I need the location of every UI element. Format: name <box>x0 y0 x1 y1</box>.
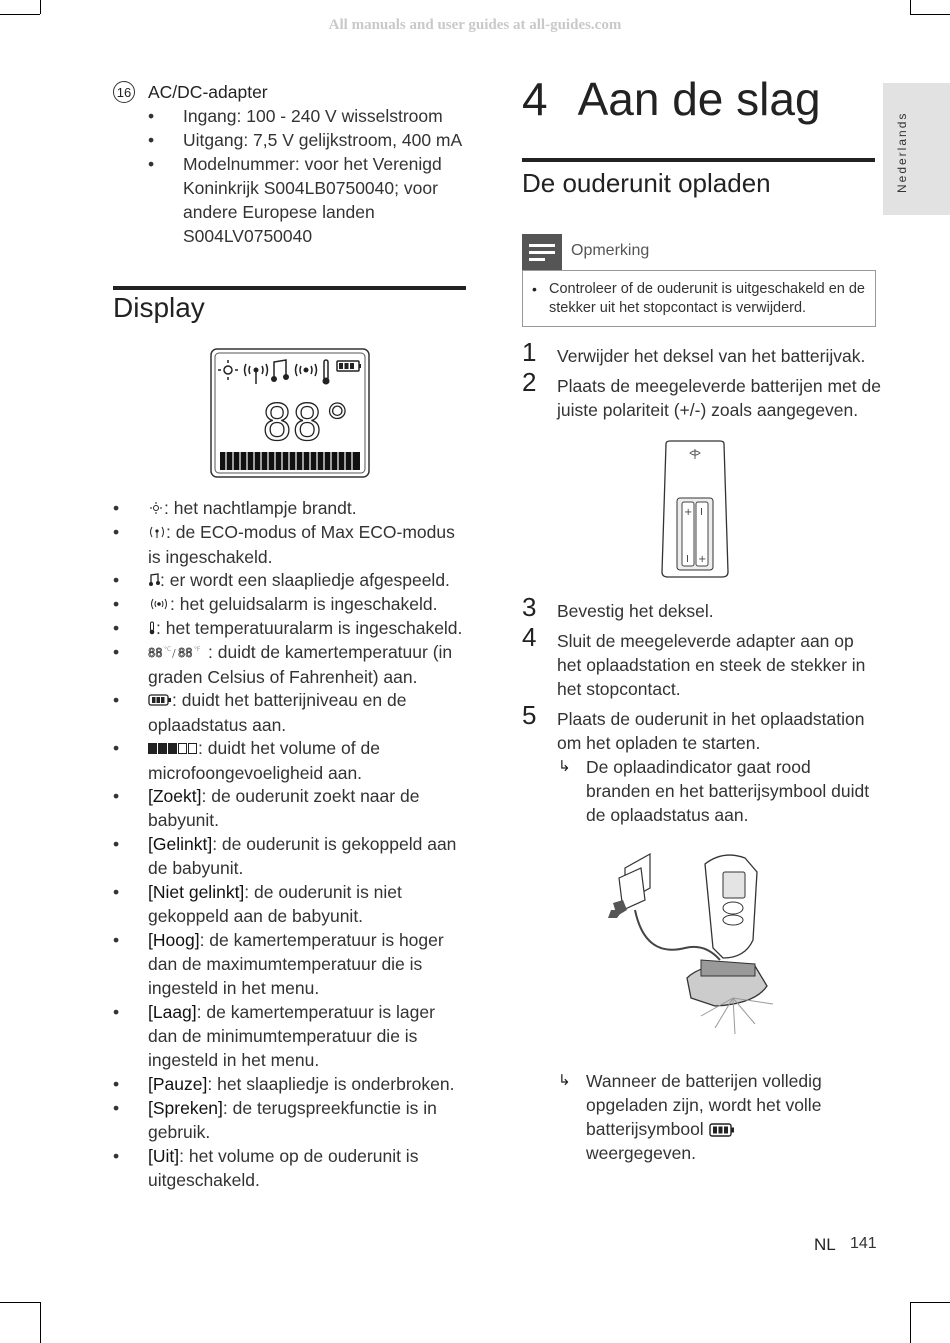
display-heading: Display <box>113 292 205 323</box>
crop-mark <box>40 1302 41 1343</box>
legend-description: : de terugspreekfunctie is in gebruik. <box>148 1098 437 1142</box>
legend-term: [Pauze] <box>148 1074 208 1094</box>
battery-minus-label: I <box>700 507 703 518</box>
battery-compartment-illustration <box>660 440 730 578</box>
step-text: Plaats de ouderunit in het oplaadstation om het opladen te starten. <box>557 709 865 753</box>
chapter-heading <box>522 72 821 126</box>
crop-mark <box>0 1302 40 1303</box>
battery-plus-label: + <box>684 507 693 518</box>
svg-text:/: / <box>172 647 176 660</box>
legend-description: : de kamertemperatuur is hoger dan de maximumtemperatuur die is ingesteld in het menu. <box>148 930 444 998</box>
crop-mark <box>910 1302 911 1343</box>
legend-description: : duidt de kamertemperatuur (in graden Celsius of Fahrenheit) aan. <box>148 642 453 688</box>
legend-term: [Gelinkt] <box>148 834 213 854</box>
legend-term: [Laag] <box>148 1002 197 1022</box>
item-number-badge: 16 <box>113 81 135 103</box>
note-icon <box>522 234 562 270</box>
step-number: 3 <box>522 592 537 622</box>
step-number: 2 <box>522 367 537 397</box>
page-number: 141 <box>850 1235 877 1252</box>
battery-icon <box>148 689 172 713</box>
legend-term: [Niet gelinkt] <box>148 882 245 902</box>
note-box: • Controleer of de ouderunit is uitgeschakeld en de stekker uit het stopcontact is verwijderd. <box>522 270 876 327</box>
chapter-title: Aan de slag <box>577 73 821 125</box>
crop-mark <box>910 0 911 14</box>
legend-term: [Hoog] <box>148 930 200 950</box>
adapter-title: AC/DC-adapter <box>148 82 268 102</box>
night-light-icon <box>148 497 164 521</box>
crop-mark <box>910 14 950 15</box>
legend-description: : het nachtlampje brandt. <box>164 498 357 518</box>
eco-mode-icon <box>148 521 166 545</box>
watermark: All manuals and user guides at all-guides.com <box>328 17 622 33</box>
legend-description: : de ouderunit is gekoppeld aan de babyunit. <box>148 834 457 878</box>
temperature-readout-icon <box>148 641 208 665</box>
thermometer-icon <box>148 617 156 641</box>
legend-description: : duidt het volume of de microfoongevoeligheid aan. <box>148 738 380 784</box>
step-text: Verwijder het deksel van het batterijvak. <box>557 346 866 366</box>
legend-term: [Uit] <box>148 1146 180 1166</box>
result-arrow-icon: ↳ <box>558 1072 571 1089</box>
svg-text:88: 88 <box>148 646 163 660</box>
section-heading: De ouderunit opladen <box>522 168 771 198</box>
note-text: Controleer of de ouderunit is uitgeschakeld en de stekker uit het stopcontact is verwijderd. <box>549 281 865 316</box>
language-tab-label: Nederlands <box>895 111 909 193</box>
language-tab <box>883 83 950 215</box>
svg-text:°F: °F <box>194 646 201 654</box>
legend-description: : de ouderunit zoekt naar de babyunit. <box>148 786 420 830</box>
battery-minus-label: I <box>686 554 689 565</box>
legend-description: : het geluidsalarm is ingeschakeld. <box>170 594 438 614</box>
result-text: Wanneer de batterijen volledig opgeladen zijn, wordt het volle batterijsymbool weergegeven. <box>586 1071 822 1163</box>
step-text: Sluit de meegeleverde adapter aan op het oplaadstation en steek de stekker in het stopcontact. <box>557 631 866 699</box>
section-rule <box>522 158 875 162</box>
legend-description: : het temperatuuralarm is ingeschakeld. <box>156 618 463 638</box>
legend-term: [Zoekt] <box>148 786 202 806</box>
legend-description: : het slaapliedje is onderbroken. <box>207 1074 455 1094</box>
legend-term: [Spreken] <box>148 1098 223 1118</box>
section-rule <box>113 286 466 290</box>
step-number: 1 <box>522 337 537 367</box>
chapter-number: 4 <box>522 73 548 125</box>
legend-description: : duidt het batterijniveau en de oplaadstatus aan. <box>148 690 407 736</box>
result-arrow-icon: ↳ <box>558 758 571 775</box>
music-note-icon <box>148 569 160 593</box>
battery-plus-label: + <box>698 554 707 565</box>
svg-text:88: 88 <box>178 646 193 660</box>
legend-description: : er wordt een slaapliedje afgespeeld. <box>160 570 450 590</box>
lcd-digits: 88° <box>262 394 353 452</box>
legend-description: : het volume op de ouderunit is uitgeschakeld. <box>148 1146 419 1190</box>
volume-bar-icon <box>148 737 198 761</box>
footer-language: NL <box>814 1235 836 1254</box>
charging-station-illustration <box>605 848 785 1038</box>
crop-mark <box>0 14 40 15</box>
lcd-display-illustration <box>210 348 370 478</box>
step-number: 4 <box>522 622 537 652</box>
note-label: Opmerking <box>571 242 650 259</box>
legend-description: : de kamertemperatuur is lager dan de minimumtemperatuur die is ingesteld in het menu. <box>148 1002 435 1070</box>
step-number: 5 <box>522 700 537 730</box>
legend-description: : de ouderunit is niet gekoppeld aan de babyunit. <box>148 882 402 926</box>
step-text: Plaats de meegeleverde batterijen met de juiste polariteit (+/-) zoals aangegeven. <box>557 376 881 420</box>
sound-alarm-icon <box>148 593 170 617</box>
step-text: Bevestig het deksel. <box>557 601 714 621</box>
legend-description: : de ECO-modus of Max ECO-modus is ingeschakeld. <box>148 522 455 568</box>
result-text: De oplaadindicator gaat rood branden en het batterijsymbool duidt de oplaadstatus aan. <box>586 757 870 825</box>
battery-full-icon <box>709 1123 735 1137</box>
crop-mark <box>910 1302 950 1303</box>
svg-text:°C: °C <box>164 646 172 654</box>
crop-mark <box>40 0 41 14</box>
